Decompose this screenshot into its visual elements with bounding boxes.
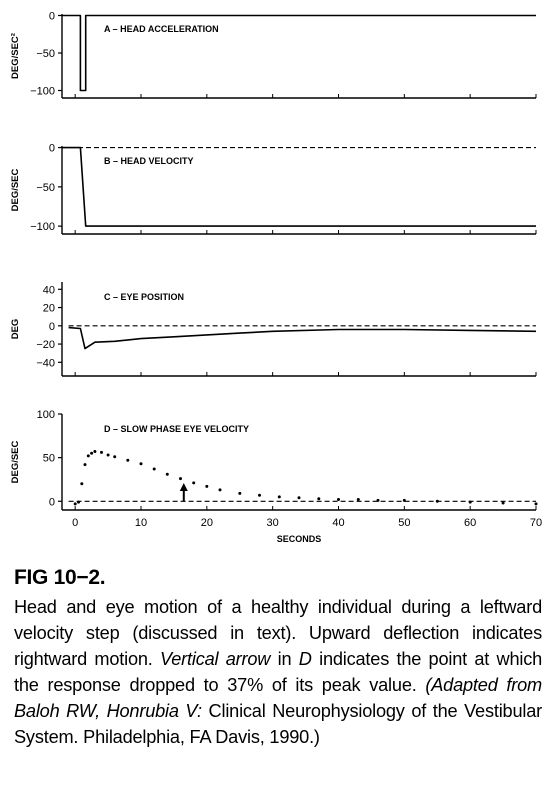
panel-d-title: D – SLOW PHASE EYE VELOCITY <box>104 424 250 434</box>
figure-label: FIG 10−2. <box>14 566 106 589</box>
panel-d-x-tick-label: 50 <box>398 517 411 529</box>
panel-d-x-tick-label: 70 <box>529 517 543 529</box>
caption-text-4: Clinical Neurophysiology of the Vestibular System. Philadelphia, FA Davis, 1990.) <box>14 701 542 747</box>
panel-b-y-axis-label: DEG/SEC <box>10 168 21 212</box>
panel-d-data-point <box>100 451 103 454</box>
panel-d-data-point <box>258 494 261 497</box>
panel-d-arrow-head <box>180 483 188 491</box>
panel-d-data-point <box>238 492 241 495</box>
caption-italic-3: (Adapted from Baloh RW, Honrubia V: <box>14 675 542 721</box>
panel-d-data-point <box>219 488 222 491</box>
panel-d-data-point <box>337 498 340 501</box>
panel-b-y-tick-label: 0 <box>48 142 55 155</box>
panel-b-y-tick-label: −50 <box>36 181 55 194</box>
panel-d-data-point <box>205 485 208 488</box>
panel-c-y-axis-label: DEG <box>10 318 21 340</box>
panel-d-y-tick-label: 0 <box>48 496 55 509</box>
panel-d-y-axis-label: DEG/SEC <box>10 440 21 484</box>
panel-c-y-tick-label: 40 <box>42 284 55 297</box>
panel-d-data-point <box>179 477 182 480</box>
panel-d-data-point <box>84 463 87 466</box>
panel-d-data-point <box>153 468 156 471</box>
caption-text <box>14 594 542 750</box>
panel-a-y-axis-label: DEG/SEC² <box>10 33 21 79</box>
panel-d-y-tick-label: 50 <box>42 452 55 465</box>
panel-a-y-tick-label: 0 <box>48 10 55 23</box>
panel-c-y-tick-label: 20 <box>42 302 55 315</box>
panel-d-x-tick-label: 30 <box>266 517 279 529</box>
panel-b-y-tick-label: −100 <box>30 221 55 234</box>
panel-c-y-tick-label: 0 <box>48 320 55 333</box>
panel-d-data-point <box>535 502 538 505</box>
panel-a-y-tick-label: −100 <box>30 85 55 98</box>
panel-c-series-line-0 <box>69 328 536 349</box>
caption-italic-1: Vertical arrow <box>160 649 271 669</box>
panel-d-data-point <box>166 473 169 476</box>
panel-b-title: B – HEAD VELOCITY <box>104 156 194 166</box>
panel-a-title: A – HEAD ACCELERATION <box>104 24 219 34</box>
panel-d-data-point <box>126 459 129 462</box>
panel-d-x-tick-label: 0 <box>72 517 79 529</box>
panel-d-data-point <box>107 454 110 457</box>
caption-text-1: Head and eye motion of a healthy individual during a leftward velocity step (discussed in text). Upward deflection indicates rightward motion. <box>14 597 542 669</box>
panel-d-data-point <box>192 481 195 484</box>
panel-d-data-point <box>357 498 360 501</box>
caption-text-3: indicates the point at which the response dropped to 37% of its peak value. <box>14 649 543 695</box>
panel-d-x-tick-label: 10 <box>134 517 148 529</box>
panel-d-data-point <box>278 495 281 498</box>
panel-d-data-point <box>80 482 83 485</box>
panel-d-y-tick-label: 100 <box>36 409 55 421</box>
panel-d-data-point <box>93 450 96 453</box>
panel-d-x-tick-label: 40 <box>332 517 345 529</box>
panel-c-title: C – EYE POSITION <box>104 292 185 302</box>
panel-c-y-tick-label: −40 <box>36 357 55 370</box>
figure-caption <box>14 566 542 750</box>
panel-d-data-point <box>298 496 301 499</box>
panel-d-data-point <box>140 462 143 465</box>
panel-a-y-tick-label: −50 <box>36 48 55 60</box>
panel-d-data-point <box>113 455 116 458</box>
panel-d-data-point <box>502 502 505 505</box>
panel-d-x-axis-label: SECONDS <box>276 534 322 544</box>
panel-d-data-point <box>90 452 93 455</box>
panel-d-data-point <box>87 454 90 457</box>
panel-c-y-tick-label: −20 <box>36 339 55 352</box>
panel-d-x-tick-label: 20 <box>200 517 213 529</box>
caption-italic-2: D <box>298 649 312 669</box>
panel-d-x-tick-label: 60 <box>464 517 477 529</box>
caption-text-2: in <box>270 649 299 669</box>
panel-d-data-point <box>74 502 77 505</box>
panel-d-data-point <box>317 497 320 500</box>
